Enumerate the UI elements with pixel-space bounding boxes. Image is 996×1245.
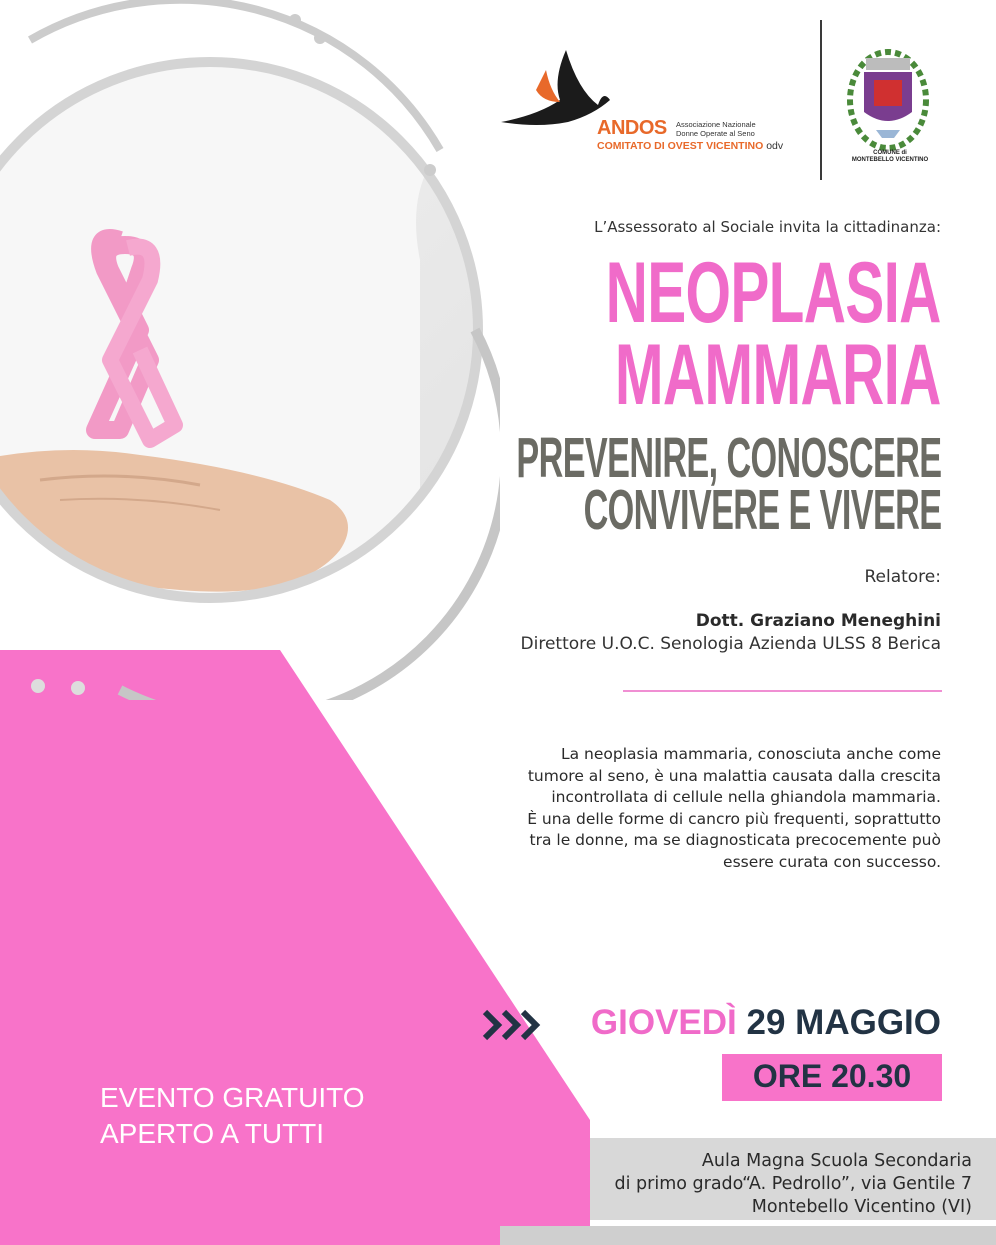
andos-comitato	[597, 140, 783, 152]
speaker-name: Dott. Graziano Meneghini	[695, 611, 941, 631]
andos-name: ANDOS	[597, 117, 667, 139]
coat-of-arms-icon	[850, 52, 926, 148]
andos-comitato-name: COMITATO DI OVEST VICENTINO	[597, 140, 764, 152]
chevrons-icon	[482, 1008, 550, 1042]
subtitle: PREVENIRE, CONOSCERE CONVIVERE E VIVERE	[515, 426, 941, 542]
event-time: ORE 20.30	[752, 1058, 912, 1094]
comune-label: COMUNE di MONTEBELLO VICENTINO	[851, 150, 929, 163]
speaker-role: Direttore U.O.C. Senologia Azienda ULSS 8 Berica	[520, 634, 941, 654]
section-divider	[623, 690, 942, 692]
title-line-1: NEOPLASIA	[605, 245, 941, 341]
swallow-logo-icon	[501, 50, 610, 125]
ribbon-photo	[0, 0, 500, 700]
main-title	[605, 245, 941, 423]
bottom-strip	[500, 1226, 996, 1245]
invite-text: L’Assessorato al Sociale invita la cittadinanza:	[594, 218, 941, 236]
event-day: GIOVEDÌ	[590, 1003, 737, 1042]
free-event-text: EVENTO GRATUITO APERTO A TUTTI	[100, 1082, 365, 1149]
andos-suffix: odv	[766, 140, 784, 152]
description-text: La neoplasia mammaria, conosciuta anche come tumore al seno, è una malattia causata dalla crescita incontrollata di cellule nella ghiandola mammaria. È una delle forme di cancro più frequenti, soprattutto tra le donne, ma se diagnosticata precocemente può essere curata con successo.	[527, 745, 941, 871]
andos-subtitle: Associazione Nazionale Donne Operate al Seno	[676, 120, 756, 138]
speaker-label: Relatore:	[864, 567, 941, 587]
title-line-2: MAMMARIA	[615, 327, 941, 423]
venue-text: Aula Magna Scuola Secondaria di primo grado“A. Pedrollo”, via Gentile 7 Montebello Vicentino (VI)	[614, 1151, 972, 1217]
event-date-value: 29 MAGGIO	[746, 1003, 941, 1042]
logo-divider	[820, 20, 822, 180]
event-date	[591, 1003, 941, 1043]
